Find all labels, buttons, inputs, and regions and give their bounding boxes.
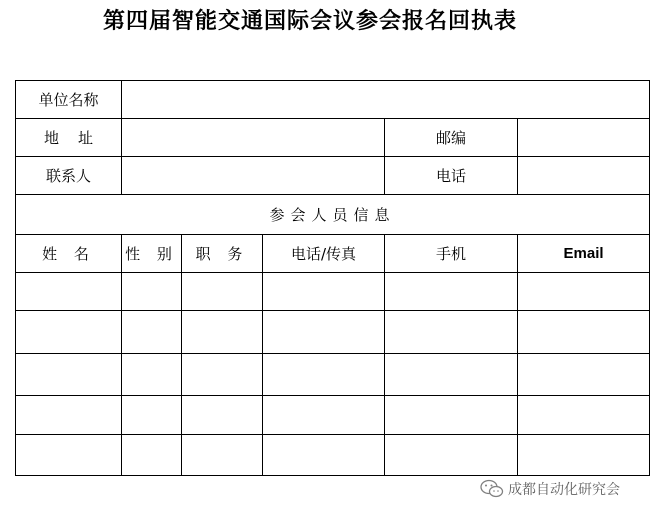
participant-row [16, 311, 650, 354]
participant-cell[interactable] [182, 273, 263, 311]
participant-cell[interactable] [182, 311, 263, 354]
participant-cell[interactable] [122, 311, 182, 354]
participant-cell[interactable] [518, 435, 650, 476]
watermark-text: 成都自动化研究会 [508, 482, 620, 498]
participant-cell[interactable] [182, 396, 263, 435]
participant-cell[interactable] [16, 435, 122, 476]
participant-cell[interactable] [263, 311, 385, 354]
section-header-row [16, 195, 650, 235]
participant-cell[interactable] [385, 396, 518, 435]
participant-cell[interactable] [263, 396, 385, 435]
participant-cell[interactable] [385, 311, 518, 354]
participant-cell[interactable] [518, 311, 650, 354]
participant-cell[interactable] [16, 396, 122, 435]
participant-rows [16, 273, 650, 476]
participant-cell[interactable] [16, 311, 122, 354]
participant-cell[interactable] [122, 273, 182, 311]
watermark [480, 478, 620, 500]
column-header-position: 职 务 [182, 235, 263, 273]
participant-cell[interactable] [263, 273, 385, 311]
postcode-field[interactable] [518, 119, 650, 157]
address-row [16, 119, 650, 157]
contact-row [16, 157, 650, 195]
participant-cell[interactable] [263, 435, 385, 476]
participant-cell[interactable] [385, 435, 518, 476]
column-header-row [16, 235, 650, 273]
column-header-email: Email [518, 235, 650, 273]
address-field[interactable] [122, 119, 385, 157]
participant-cell[interactable] [385, 354, 518, 396]
contact-field[interactable] [122, 157, 385, 195]
wechat-icon [480, 479, 504, 499]
participant-cell[interactable] [182, 354, 263, 396]
column-header-name: 姓 名 [16, 235, 122, 273]
column-header-mobile: 手机 [385, 235, 518, 273]
column-header-phone-fax: 电话/传真 [263, 235, 385, 273]
participant-cell[interactable] [16, 354, 122, 396]
participant-row [16, 435, 650, 476]
registration-form-table [15, 80, 650, 476]
column-header-gender: 性 别 [122, 235, 182, 273]
participant-cell[interactable] [122, 435, 182, 476]
form-title: 第四届智能交通国际会议参会报名回执表 [102, 9, 517, 34]
participant-cell[interactable] [263, 354, 385, 396]
participant-cell[interactable] [385, 273, 518, 311]
participant-cell[interactable] [122, 396, 182, 435]
unit-label: 单位名称 [16, 81, 122, 119]
phone-label: 电话 [385, 157, 518, 195]
unit-field[interactable] [122, 81, 650, 119]
participant-row [16, 273, 650, 311]
participants-section-header: 参会人员信息 [16, 195, 650, 235]
address-label: 地 址 [16, 119, 122, 157]
participant-cell[interactable] [182, 435, 263, 476]
participant-cell[interactable] [518, 273, 650, 311]
participant-row [16, 396, 650, 435]
phone-field[interactable] [518, 157, 650, 195]
participant-cell[interactable] [518, 354, 650, 396]
participant-cell[interactable] [122, 354, 182, 396]
participant-cell[interactable] [518, 396, 650, 435]
contact-label: 联系人 [16, 157, 122, 195]
participant-row [16, 354, 650, 396]
unit-row [16, 81, 650, 119]
postcode-label: 邮编 [385, 119, 518, 157]
participant-cell[interactable] [16, 273, 122, 311]
